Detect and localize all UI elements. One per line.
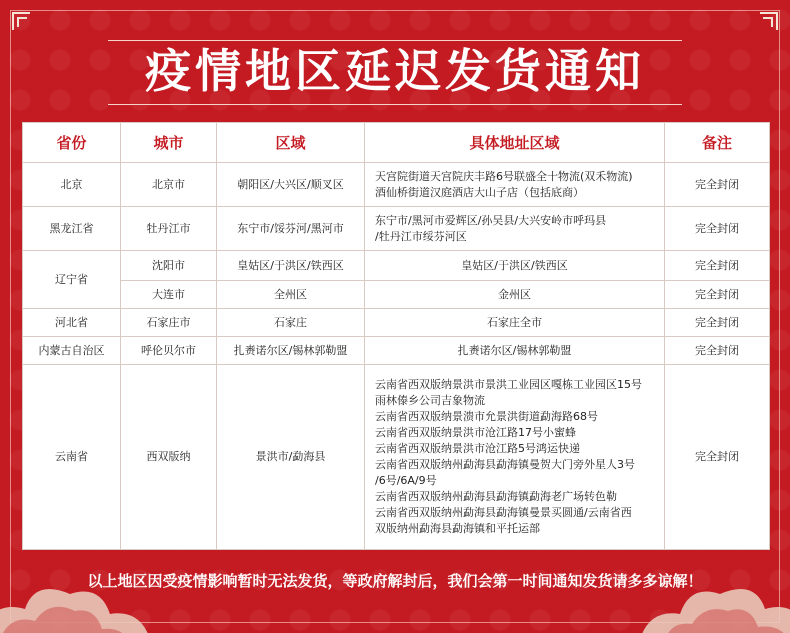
cell-note: 完全封闭 — [665, 163, 770, 207]
table-row — [23, 365, 770, 550]
cell-area: 石家庄 — [217, 309, 365, 337]
table-row — [23, 309, 770, 337]
address-line: 云南省西双版纳景洪市沧江路17号小蜜蜂 — [375, 426, 576, 439]
table-header-row — [23, 123, 770, 163]
address-line: 云南省西双版纳州勐海县勐海镇曼景买圆通/云南省西 — [375, 506, 632, 519]
table-row — [23, 251, 770, 281]
footer-notice: 以上地区因受疫情影响暂时无法发货，等政府解封后，我们会第一时间通知发货请多多谅解！ — [87, 571, 703, 590]
address-line: /6号/6A/9号 — [375, 474, 437, 487]
address-line: 皇姑区/于洪区/铁西区 — [461, 258, 568, 272]
cell-address — [365, 207, 665, 251]
cell-province: 河北省 — [23, 309, 121, 337]
cell-note: 完全封闭 — [665, 337, 770, 365]
address-line: 云南省西双版纳州勐海县勐海镇曼贺大门旁外星人3号 — [375, 458, 635, 471]
cell-province: 云南省 — [23, 365, 121, 550]
cell-province: 北京 — [23, 163, 121, 207]
header-note: 备注 — [665, 123, 770, 163]
cell-city: 西双版纳 — [121, 365, 217, 550]
table-row — [23, 281, 770, 309]
address-line: 双版纳州勐海县勐海镇和平托运部 — [375, 522, 540, 535]
cell-address — [365, 309, 665, 337]
address-line: 云南省西双版纳景洪市景洪工业园区嘎栋工业园区15号 — [375, 378, 642, 391]
cell-note: 完全封闭 — [665, 365, 770, 550]
table-row — [23, 163, 770, 207]
cell-area: 皇姑区/于洪区/铁西区 — [217, 251, 365, 281]
cell-note: 完全封闭 — [665, 207, 770, 251]
address-line: 天宫院街道天宫院庆丰路6号联盛全十物流(双禾物流) — [375, 169, 633, 183]
title-divider-bottom — [108, 104, 682, 105]
cell-address — [365, 163, 665, 207]
cell-province: 辽宁省 — [23, 251, 121, 309]
cell-province: 黑龙江省 — [23, 207, 121, 251]
cell-area: 景洪市/勐海县 — [217, 365, 365, 550]
table-row — [23, 207, 770, 251]
address-line: 扎赉诺尔区/锡林郭勒盟 — [457, 343, 572, 357]
cell-area: 全州区 — [217, 281, 365, 309]
title-area — [0, 24, 790, 112]
notice-table — [22, 122, 770, 550]
cell-city: 沈阳市 — [121, 251, 217, 281]
cell-address — [365, 337, 665, 365]
address-line: 云南省西双版纳州勐海县勐海镇勐海老广场转色勒 — [375, 490, 617, 503]
cell-city: 北京市 — [121, 163, 217, 207]
table-row — [23, 337, 770, 365]
address-line: 石家庄全市 — [487, 315, 542, 329]
cell-address — [365, 251, 665, 281]
cell-city: 牡丹江市 — [121, 207, 217, 251]
cell-address — [365, 281, 665, 309]
cell-city: 石家庄市 — [121, 309, 217, 337]
cell-note: 完全封闭 — [665, 309, 770, 337]
cell-address — [365, 365, 665, 550]
address-line: 酒仙桥街道汉庭酒店大山子店（包括底商） — [375, 185, 584, 199]
header-city: 城市 — [121, 123, 217, 163]
page-title: 疫情地区延迟发货通知 — [145, 44, 645, 98]
notice-table-container — [22, 122, 769, 550]
title-divider-top — [108, 40, 682, 41]
cell-note: 完全封闭 — [665, 281, 770, 309]
cell-city: 呼伦贝尔市 — [121, 337, 217, 365]
address-line: /牡丹江市绥芬河区 — [375, 229, 467, 243]
cell-area: 扎赉诺尔区/锡林郭勒盟 — [217, 337, 365, 365]
address-line: 金州区 — [498, 287, 531, 301]
header-province: 省份 — [23, 123, 121, 163]
cell-area: 朝阳区/大兴区/顺叉区 — [217, 163, 365, 207]
address-line: 雨林傣乡公司吉象物流 — [375, 394, 485, 407]
header-area: 区域 — [217, 123, 365, 163]
header-address: 具体地址区域 — [365, 123, 665, 163]
cell-province: 内蒙古自治区 — [23, 337, 121, 365]
cell-area: 东宁市/馁芬河/黑河市 — [217, 207, 365, 251]
address-line: 东宁市/黑河市爱辉区/孙吴县/大兴安岭市呼玛县 — [375, 213, 607, 227]
cell-city: 大连市 — [121, 281, 217, 309]
address-line: 云南省西双版纳景洪市沧江路5号鸿运快递 — [375, 442, 580, 455]
address-line: 云南省西双版纳景溃市允景洪街道勐海路68号 — [375, 410, 598, 423]
cell-note: 完全封闭 — [665, 251, 770, 281]
